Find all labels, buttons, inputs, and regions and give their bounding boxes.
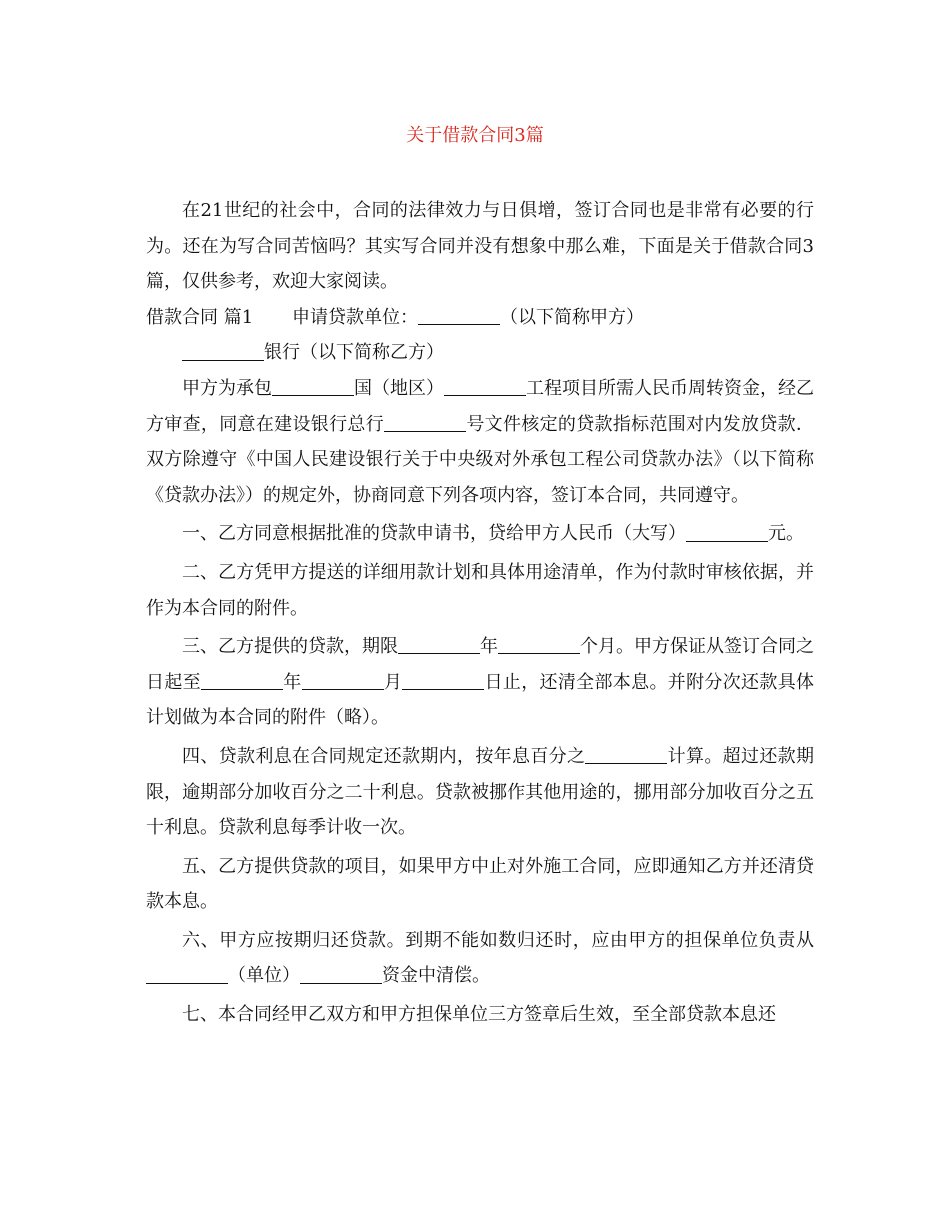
blank-field	[300, 965, 382, 984]
intro-paragraph: 在21世纪的社会中，合同的法律效力与日俱增，签订合同也是非常有必要的行为。还在为写合同苦恼吗？其实写合同并没有想象中那么难，下面是关于借款合同3篇，仅供参考，欢迎大家阅读。	[146, 200, 814, 293]
clause-1: 一、乙方同意根据批准的贷款申请书，贷给甲方人民币（大写） 元。	[182, 523, 804, 545]
blank-field	[398, 635, 480, 654]
section-heading: 借款合同 篇1	[146, 306, 254, 328]
clause-2: 二、乙方凭甲方提送的详细用款计划和具体用途清单，作为付款时审核依据，并作为本合同的附件。	[146, 561, 814, 619]
blank-field	[444, 377, 526, 396]
blank-field	[146, 965, 228, 984]
bank-line: 银行（以下简称乙方）	[146, 335, 814, 371]
document-body	[146, 193, 814, 1033]
blank-field	[201, 671, 283, 690]
clause-6: 六、甲方应按期归还贷款。到期不能如数归还时，应由甲方的担保单位负责从（单位） 资金中清偿。	[146, 923, 814, 994]
blank-field	[384, 413, 466, 432]
clause-5: 五、乙方提供贷款的项目，如果甲方中止对外施工合同，应即通知乙方并还清贷款本息。	[146, 855, 814, 913]
blank-field	[585, 745, 667, 764]
blank-field	[418, 306, 500, 325]
blank-field	[402, 671, 484, 690]
blank-field	[498, 635, 580, 654]
document-title: 关于借款合同3篇	[406, 125, 544, 146]
clause-3: 三、乙方提供的贷款，期限 年 个月。甲方保证从签订合同之日起至 年 月 日止，还清全部本息。并附分次还款具体计划做为本合同的附件（略）。	[146, 636, 815, 729]
clause-7: 七、本合同经甲乙双方和甲方担保单位三方签章后生效，至全部贷款本息还	[182, 1004, 776, 1026]
blank-field	[686, 523, 768, 542]
blank-field	[182, 342, 264, 361]
blank-field	[272, 377, 354, 396]
clause-4: 四、贷款利息在合同规定还款期内，按年息百分之 计算。超过还款期限，逾期部分加收百分之二十利息。贷款被挪作其他用途的，挪用部分加收百分之五十利息。贷款利息每季计收一次。	[146, 745, 815, 839]
section-heading-line	[146, 300, 814, 336]
applicant-line: 申请贷款单位： （以下简称甲方）	[292, 306, 644, 328]
blank-field	[302, 671, 384, 690]
preamble-paragraph: 甲方为承包 国（地区） 工程项目所需人民币周转资金，经乙方审查，同意在建设银行总行 号文件核定的贷款指标范围对内发放贷款．双方除遵守《中国人民建设银行关于中央级对外承包工程公司贷款办法》（以下简称《贷款办法》）的规定外，协商同意下列各项内容，签订本合同，共同遵守。	[146, 377, 814, 506]
